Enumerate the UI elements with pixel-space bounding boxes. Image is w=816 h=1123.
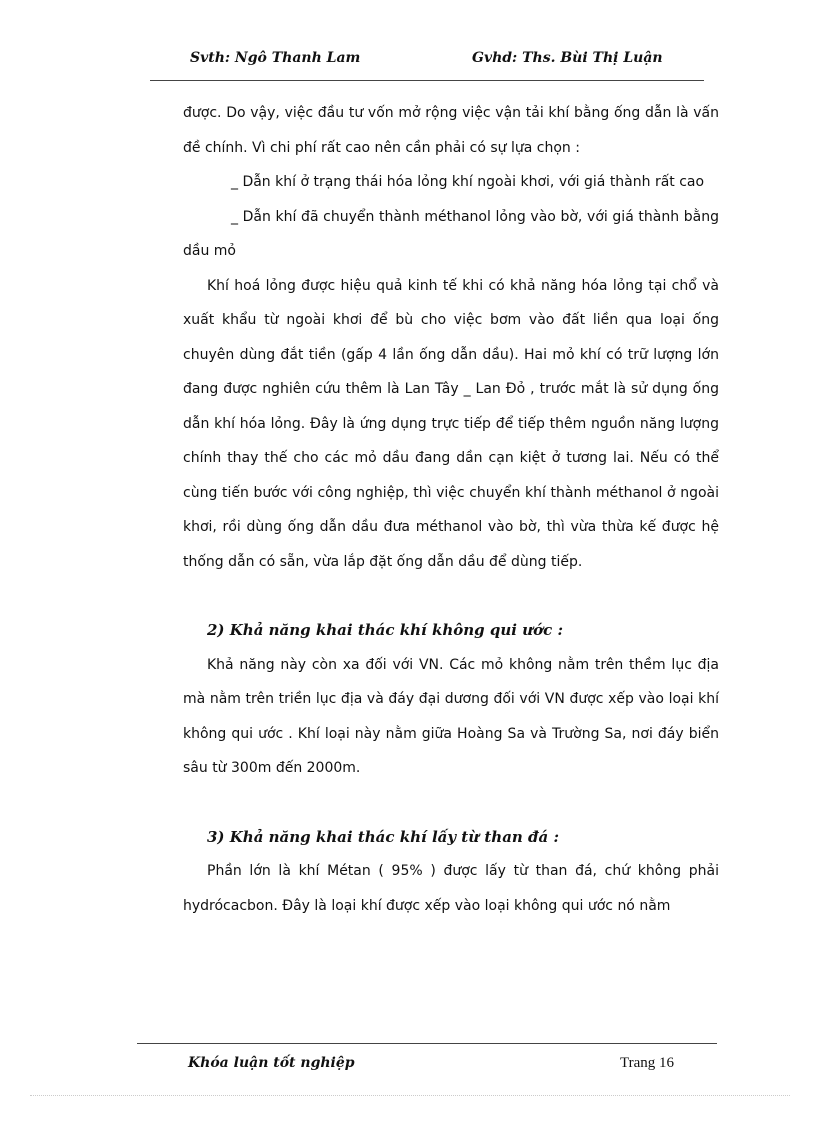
paragraph-2: Khí hoá lỏng được hiệu quả kinh tế khi có khả năng hóa lỏng tại chổ và xuất khẩu từ ngoài khơi để bù cho việc bơm vào đất liền qua loại ống chuyên dùng đắt tiền (gấp 4 lần ống dẫn dầu). Hai mỏ khí có trữ lượng lớn đang được nghiên cứu thêm là Lan Tây _ Lan Đỏ , trước mắt là sử dụng ống dẫn khí hóa lỏng. Đây là ứng dụng trực tiếp để tiếp thêm nguồn năng lượng chính thay thế cho các mỏ dầu đang dần cạn kiệt ở tương lai. Nếu có thể cùng tiến bước với công nghiệp, thì việc chuyển khí thành méthanol ở ngoài khơi, rồi dùng ống dẫn dầu đưa méthanol vào bờ, thì vừa thừa kế được hệ thống dẫn có sẵn, vừa lắp đặt ống dẫn dầu để dùng tiếp.	[183, 277, 719, 570]
paragraph-1: được. Do vậy, việc đầu tư vốn mở rộng việc vận tải khí bằng ống dẫn là vấn đề chính. Vì chi phí rất cao nên cần phải có sự lựa chọn :	[183, 105, 719, 156]
header-rule	[150, 80, 704, 81]
paragraph-4: Phần lớn là khí Métan ( 95% ) được lấy từ than đá, chứ không phải hydrócacbon. Đây là loại khí được xếp vào loại không qui ước nó nằm	[183, 863, 719, 914]
page-body	[183, 96, 719, 923]
paragraph-3: Khả năng này còn xa đối với VN. Các mỏ không nằm trên thềm lục địa mà nằm trên triền lục địa và đáy đại dương đối với VN được xếp vào loại khí không qui ước . Khí loại này nằm giữa Hoàng Sa và Trường Sa, nơi đáy biển sâu từ 300m đến 2000m.	[183, 656, 719, 776]
header-student: Svth: Ngô Thanh Lam	[190, 50, 361, 66]
section-heading-2: 2) Khả năng khai thác khí không qui ước :	[207, 621, 563, 639]
page-number: Trang 16	[620, 1055, 675, 1071]
section-heading-3: 3) Khả năng khai thác khí lấy từ than đá :	[207, 827, 560, 846]
footer-title: Khóa luận tốt nghiệp	[188, 1055, 355, 1071]
page-bottom-divider	[30, 1095, 790, 1096]
list-item-1: _ Dẫn khí ở trạng thái hóa lỏng khí ngoài khơi, với giá thành rất cao	[231, 174, 705, 190]
header-advisor: Gvhd: Ths. Bùi Thị Luận	[472, 50, 663, 66]
footer-rule	[137, 1043, 717, 1044]
list-item-2: _ Dẫn khí đã chuyển thành méthanol lỏng vào bờ, với giá thành bằng dầu mỏ	[183, 208, 719, 259]
